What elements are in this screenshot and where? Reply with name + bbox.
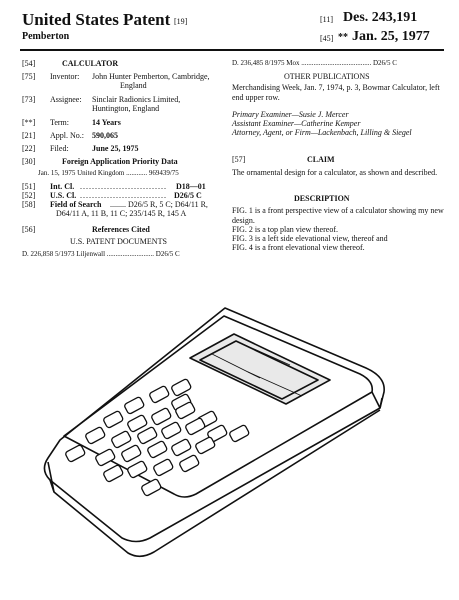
- field-22-code: [22]: [22, 144, 36, 153]
- int-cl-dots: .............................: [80, 182, 167, 191]
- other-publications-text: Merchandising Week, Jan. 7, 1974, p. 3, Bowmar Calculator, left end upper row.: [232, 83, 440, 102]
- attorney: Attorney, Agent, or Firm—Lackenbach, Lilling & Siegel: [232, 128, 412, 137]
- code-19: [19]: [174, 17, 188, 26]
- patent-date: Jan. 25, 1977: [352, 29, 430, 44]
- patent-number: Des. 243,191: [343, 10, 418, 25]
- us-cl-dots: .............................: [80, 191, 167, 200]
- field-30-code: [30]: [22, 157, 36, 166]
- field-search-value: D26/5 R, 5 C; D64/11 R,: [128, 200, 208, 209]
- inventor-name: Pemberton: [22, 31, 70, 42]
- priority-title: Foreign Application Priority Data: [62, 157, 178, 166]
- field-51-code: [51]: [22, 182, 36, 191]
- inventor-label: Inventor:: [50, 72, 80, 81]
- term-code: [**]: [22, 118, 36, 127]
- assignee-label: Assignee:: [50, 95, 82, 104]
- description-title: DESCRIPTION: [294, 194, 350, 203]
- field-73-code: [73]: [22, 95, 36, 104]
- description-line: FIG. 4 is a front elevational view thereof.: [232, 243, 365, 252]
- field-52-code: [52]: [22, 191, 36, 200]
- assignee-value: Sinclair Radionics Limited,: [92, 95, 181, 104]
- appl-value: 590,065: [92, 131, 118, 140]
- us-patent-docs: U.S. PATENT DOCUMENTS: [70, 237, 167, 246]
- claim-title: CLAIM: [307, 155, 335, 164]
- other-publications-title: OTHER PUBLICATIONS: [284, 72, 370, 81]
- claim-text: The ornamental design for a calculator, as shown and described.: [232, 168, 438, 177]
- field-56-code: [56]: [22, 225, 36, 234]
- stars: **: [338, 32, 348, 43]
- us-cl-value: D26/5 C: [174, 191, 202, 200]
- assistant-examiner: Assistant Examiner—Catherine Kemper: [232, 119, 361, 128]
- description-line: FIG. 1 is a front perspective view of a calculator showing my new design.: [232, 206, 444, 225]
- description-line: FIG. 3 is a left side elevational view, thereof and: [232, 234, 388, 243]
- field-54-code: [54]: [22, 59, 36, 68]
- title-field: CALCULATOR: [62, 59, 119, 68]
- field-21-code: [21]: [22, 131, 36, 140]
- inventor-value: John Hunter Pemberton, Cambridge,: [92, 72, 210, 81]
- field-58-code: [58]: [22, 200, 36, 209]
- appl-label: Appl. No.:: [50, 131, 84, 140]
- claim-code: [57]: [232, 155, 246, 164]
- primary-examiner: Primary Examiner—Susie J. Mercer: [232, 110, 349, 119]
- assignee-value-2: Huntington, England: [92, 104, 160, 113]
- int-cl-value: D18—01: [176, 182, 206, 191]
- filed-value: June 25, 1975: [92, 144, 139, 153]
- term-label: Term:: [50, 118, 69, 127]
- priority-row: Jan. 15, 1975 United Kingdom ............ 969439/75: [38, 169, 179, 177]
- references-title: References Cited: [92, 225, 150, 234]
- patent-heading: United States Patent: [22, 10, 171, 29]
- field-75-code: [75]: [22, 72, 36, 81]
- field-search-label: Field of Search: [50, 200, 102, 209]
- field-search-value-2: D64/11 A, 11 B, 11 C; 235/145 R, 145 A: [56, 209, 187, 218]
- field-search-dots: ........: [110, 200, 126, 209]
- inventor-value-2: England: [120, 81, 147, 90]
- filed-label: Filed:: [50, 144, 69, 153]
- description-line: FIG. 2 is a top plan view thereof.: [232, 225, 338, 234]
- term-value: 14 Years: [92, 118, 121, 127]
- reference-row: D. 236,485 8/1975 Mox ........................................ D26/5 C: [232, 59, 397, 67]
- us-cl-label: U.S. Cl.: [50, 191, 77, 200]
- code-11: [11]: [320, 15, 334, 24]
- int-cl-label: Int. Cl.: [50, 182, 75, 191]
- code-45: [45]: [320, 34, 334, 43]
- reference-row: D. 226,858 5/1973 Liljenwall ........................... D26/5 C: [22, 250, 180, 258]
